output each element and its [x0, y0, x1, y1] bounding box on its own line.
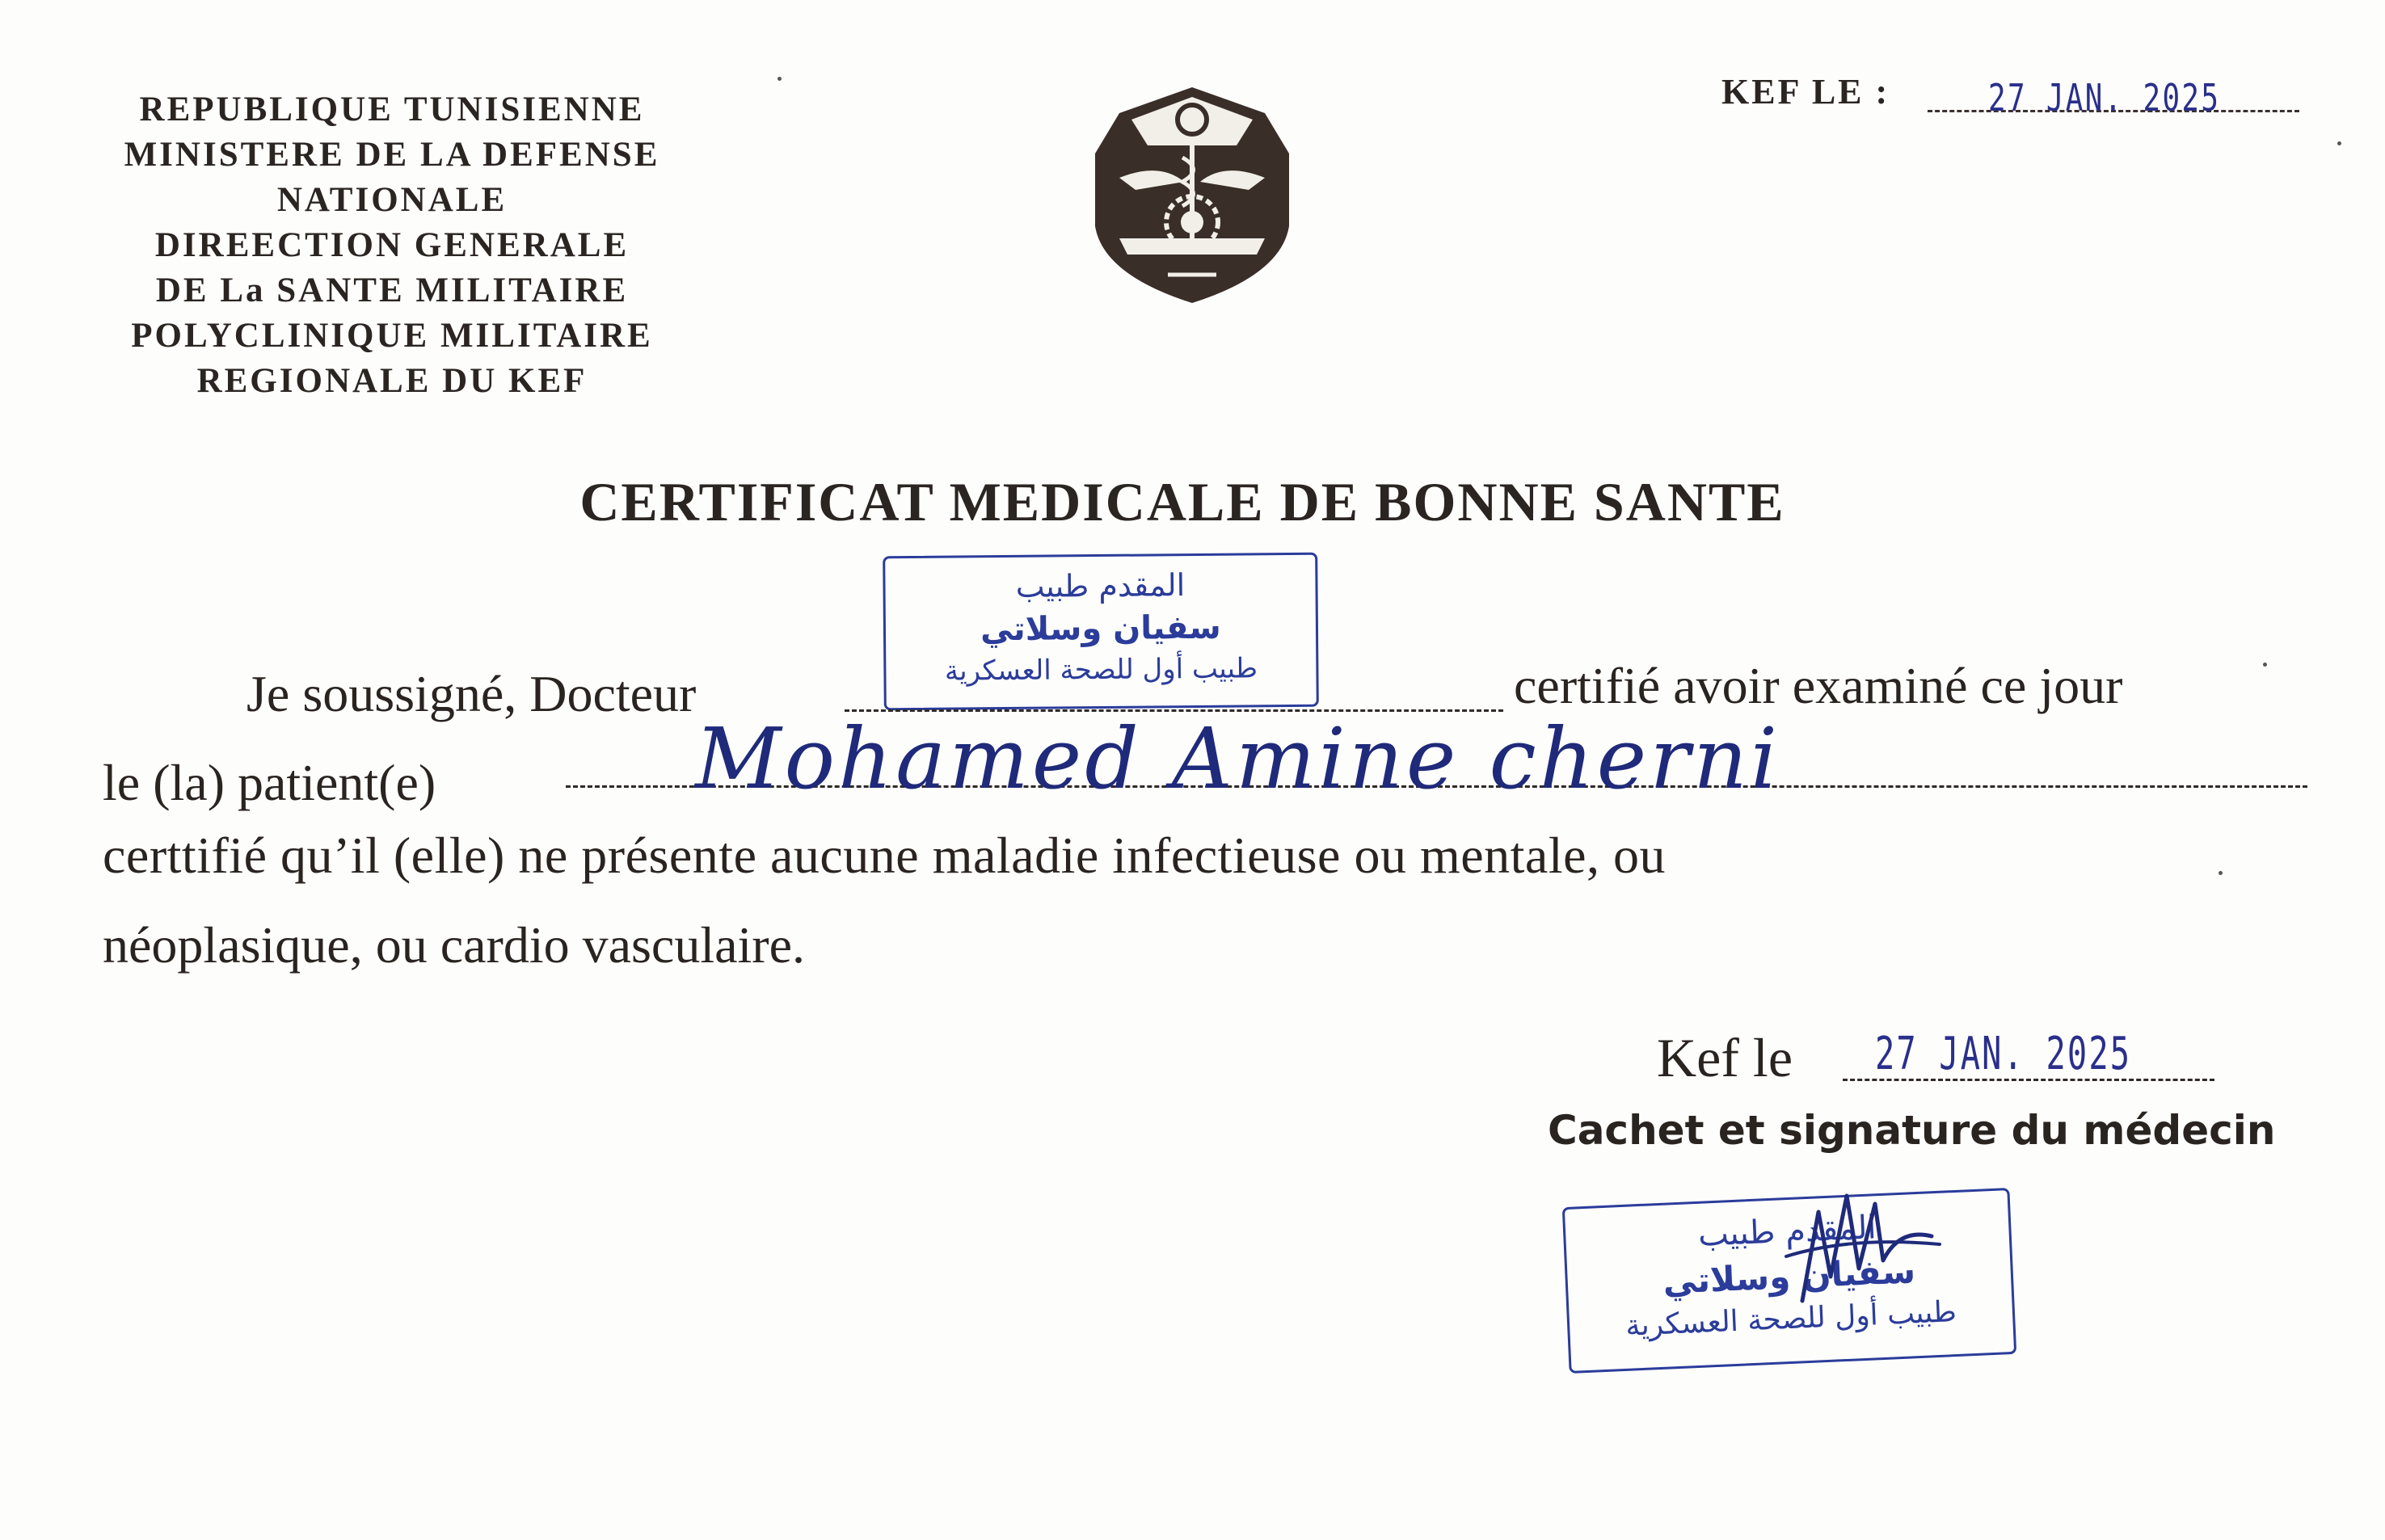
- header-line: NATIONALE: [276, 181, 508, 219]
- header-line: REGIONALE DU KEF: [196, 362, 588, 400]
- closing-date-stamp: 27 JAN. 2025: [1875, 1028, 2132, 1080]
- issue-date: [1721, 71, 2311, 128]
- paper-speck: [777, 77, 782, 81]
- patient-label: le (la) patient(e): [103, 754, 436, 811]
- signature-stamp-title: طبيب أول للصحة العسكرية: [1624, 1295, 1957, 1343]
- stamp-title: طبيب أول للصحة العسكرية: [944, 652, 1258, 688]
- paper-speck: [2263, 663, 2267, 667]
- cachet-label: Cachet et signature du médecin: [1548, 1107, 2276, 1154]
- doctor-signature-icon: [1770, 1180, 1948, 1317]
- signature-stamp-rank: المقدم طبيب: [1697, 1209, 1877, 1254]
- header-line: DE La SANTE MILITAIRE: [155, 271, 629, 309]
- stamp-rank: المقدم طبيب: [1015, 567, 1186, 604]
- issuer-header: [77, 87, 707, 404]
- stamp-doctor-name: سفيان وسلاتي: [980, 608, 1221, 649]
- closing-place: Kef le: [1657, 1027, 1793, 1088]
- attestation-text: certtifié qu’il (elle) ne présente aucune maladie infectieuse ou mentale, ou: [103, 827, 1666, 884]
- document-title: CERTIFICAT MEDICALE DE BONNE SANTE: [579, 471, 1785, 532]
- header-line: REPUBLIQUE TUNISIENNE: [139, 90, 645, 128]
- attestation-text-end: néoplasique, ou cardio vasculaire.: [103, 916, 805, 974]
- attestation-start: Je soussigné, Docteur: [247, 665, 697, 722]
- military-health-emblem-icon: [1087, 81, 1297, 307]
- header-line: MINISTERE DE LA DEFENSE: [124, 136, 660, 174]
- patient-name-handwritten: Mohamed Amine cherni: [695, 709, 1781, 808]
- signature-stamp-name: سفيان وسلاتي: [1662, 1251, 1916, 1302]
- issue-date-stamp: 27 JAN. 2025: [1988, 76, 2221, 120]
- issue-date-label: KEF LE :: [1721, 72, 1890, 112]
- paper-speck: [2219, 871, 2223, 875]
- header-line: DIREECTION GENERALE: [154, 226, 630, 264]
- doctor-name-stamp: [883, 553, 1319, 711]
- attestation-end: certifié avoir examiné ce jour: [1514, 657, 2123, 714]
- header-line: POLYCLINIQUE MILITAIRE: [131, 317, 653, 355]
- paper-speck: [2337, 141, 2341, 145]
